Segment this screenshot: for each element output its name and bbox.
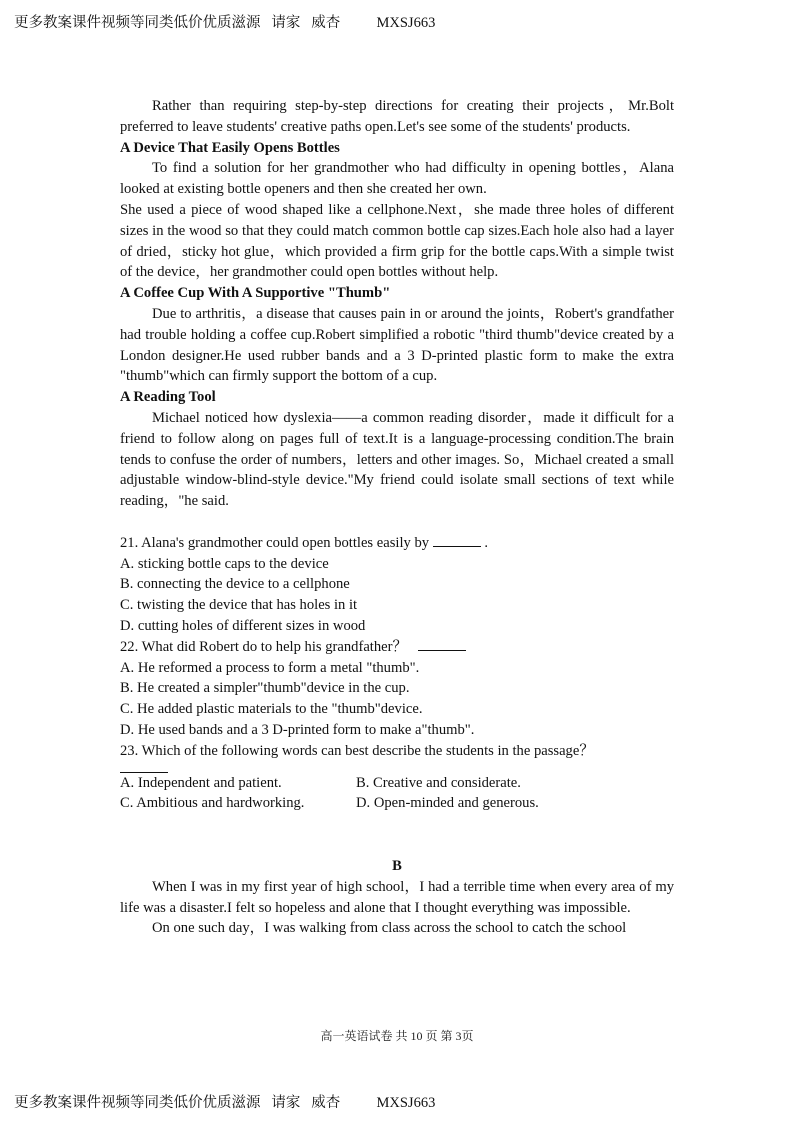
- option-row: [120, 773, 674, 794]
- option: D. He used bands and a 3 D-printed form to make a"thumb".: [120, 721, 475, 738]
- spacer: [120, 512, 674, 533]
- section-heading-reading-tool: A Reading Tool: [120, 389, 216, 406]
- question-23: 23. Which of the following words can best describe the students in the passage？: [120, 742, 594, 759]
- option: B. connecting the device to a cellphone: [120, 576, 350, 593]
- paragraph: When I was in my first year of high school，I had a terrible time when every area of my life was a disaster.I felt so hopeless and alone that I thought everything was impossible.: [120, 878, 674, 916]
- page-content: [120, 96, 674, 939]
- question-22: [120, 637, 674, 658]
- section-heading-bottle: A Device That Easily Opens Bottles: [120, 139, 340, 156]
- paragraph: On one such day，I was walking from class across the school to catch the school: [152, 920, 627, 937]
- question-stem: 22. What did Robert do to help his grandfather？: [120, 638, 408, 655]
- option: C. twisting the device that has holes in it: [120, 597, 358, 614]
- question-21: [120, 533, 674, 554]
- option: A. Independent and patient.: [120, 774, 282, 791]
- option: D. Open-minded and generous.: [356, 795, 539, 812]
- question-stem-end: .: [480, 534, 488, 551]
- answer-blank: [120, 762, 168, 773]
- option: A. He reformed a process to form a metal "thumb".: [120, 659, 420, 676]
- option: B. He created a simpler"thumb"device in the cup.: [120, 680, 410, 697]
- top-banner: 更多教案课件视频等同类低价优质滋源 请家 威杏 MXSJ663: [14, 15, 436, 31]
- answer-blank: [418, 638, 466, 651]
- answer-blank: [433, 534, 481, 547]
- option-row: [120, 793, 674, 814]
- option: C. Ambitious and hardworking.: [120, 795, 305, 812]
- spacer: [120, 814, 674, 856]
- page-footer: 高一英语试卷 共 10 页 第 3页: [320, 1029, 474, 1043]
- paragraph: Due to arthritis，a disease that causes pain in or around the joints，Robert's grandfather had trouble holding a coffee cup.Robert simplified a robotic "third thumb"device created by a London designer.He used rubber bands and a 3 D-printed plastic form to make the extra "thumb"which can firmly support the bottom of a cup.: [120, 305, 674, 385]
- option: D. cutting holes of different sizes in wood: [120, 617, 366, 634]
- passage-intro: Rather than requiring step-by-step directions for creating their projects，Mr.Bolt preferred to leave students' creative paths open.Let's see some of the students' products.: [120, 98, 674, 135]
- bottom-banner: 更多教案课件视频等同类低价优质滋源 请家 威杏 MXSJ663: [14, 1095, 436, 1111]
- section-b-title: B: [392, 858, 402, 875]
- section-heading-coffee-cup: A Coffee Cup With A Supportive "Thumb": [120, 285, 391, 302]
- paragraph: To find a solution for her grandmother who had difficulty in opening bottles，Alana looked at existing bottle openers and then she created her own.: [120, 160, 674, 198]
- paragraph: Michael noticed how dyslexia——a common reading disorder，made it difficult for a friend to follow along on pages full of text.It is a language-processing condition.The brain tends to confuse the order of numbers，letters and other images. So，Michael created a small adjustable window-blind-style device."My friend could isolate small sections of text while reading，"he said.: [120, 409, 674, 510]
- question-stem: 21. Alana's grandmother could open bottles easily by: [120, 534, 430, 551]
- option: B. Creative and considerate.: [356, 774, 521, 791]
- option: A. sticking bottle caps to the device: [120, 555, 329, 572]
- paragraph: She used a piece of wood shaped like a cellphone.Next，she made three holes of different sizes in the wood so that they could match common bottle cap sizes.Each hole also had a layer of dried，sticky hot glue，which provided a firm grip for the bottle caps.With a simple twist of the device，her grandmother could open bottles without help.: [120, 201, 674, 281]
- option: C. He added plastic materials to the "thumb"device.: [120, 701, 423, 718]
